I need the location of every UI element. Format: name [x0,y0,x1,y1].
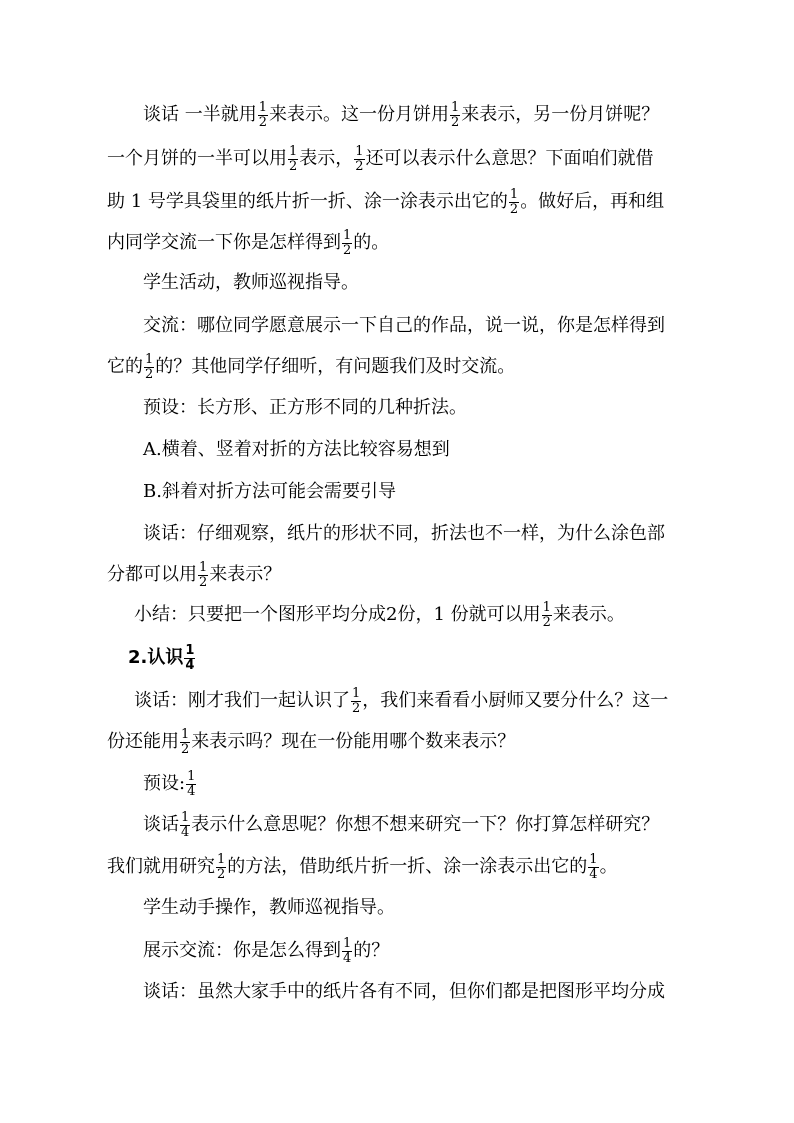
text-run: 小结：只要把一个图形平均分成2份，1 份就可以用 [134,603,541,625]
text-run: 谈话：虽然大家手中的纸片各有不同，但你们都是把图形平均分成 [143,981,665,1002]
fraction-denominator: 2 [199,575,208,590]
fraction-denominator: 2 [355,159,364,174]
fraction-numerator: 1 [589,852,598,867]
text-run: 谈话：刚才我们一起认识了 [134,689,350,711]
fraction-numerator: 1 [187,769,196,784]
text-run: 2.认识 [128,646,184,668]
line-talk-2b [0,560,794,589]
text-run: 预设: [143,772,186,794]
fraction-denominator: 2 [509,202,519,217]
line-talk-1b [0,144,794,173]
line-option-b [0,480,794,504]
line-talk-1d [0,228,794,257]
fraction-denominator: 2 [258,115,268,130]
line-talk-5 [0,980,794,1004]
text-run: 一个月饼的一半可以用 [107,147,287,169]
line-talk-4b [0,852,794,881]
fraction-denominator: 2 [145,367,154,382]
line-activity-1 [0,271,794,295]
text-run: 。 [599,855,618,877]
fraction [342,229,352,258]
fraction-numerator: 1 [289,144,298,159]
fraction [198,561,208,590]
fraction [351,687,361,716]
fraction-denominator: 2 [542,615,551,630]
line-exchange-1b [0,352,794,381]
text-run: ，我们来看看小厨师又要分什么？这一 [362,689,669,711]
text-run: 来表示，另一份月饼呢？ [461,103,660,125]
fraction-numerator: 1 [181,810,190,825]
fraction-numerator: 1 [185,643,195,658]
text-run: 的。 [353,231,390,253]
fraction-denominator: 2 [343,243,352,258]
text-run: 学生活动，教师巡视指导。 [143,272,359,293]
fraction-numerator: 1 [258,100,268,115]
text-run: 学生动手操作，教师巡视指导。 [143,897,395,918]
fraction-denominator: 2 [217,867,226,882]
fraction-denominator: 4 [589,867,598,882]
fraction [180,811,190,840]
fraction [186,770,196,799]
text-run: 预设：长方形、正方形不同的几种折法。 [143,397,467,418]
fraction-numerator: 1 [509,187,519,202]
text-run: 谈话：仔细观察，纸片的形状不同，折法也不一样，为什么涂色部 [143,523,665,544]
text-run: 助 1 号学具袋里的纸片折一折、涂一涂表示出它的 [107,190,508,212]
text-run: 它的 [107,355,143,377]
fraction [509,188,519,217]
fraction [542,601,552,630]
fraction [144,353,154,382]
fraction [288,145,298,174]
fraction-numerator: 1 [352,686,361,701]
text-run: 的？ [353,939,390,961]
fraction [354,145,364,174]
text-run: 的？其他同学仔细听，有问题我们及时交流。 [155,355,516,377]
fraction [184,644,195,673]
fraction [180,728,190,757]
line-preset-1 [0,396,794,420]
line-talk-1a [0,100,794,129]
fraction-numerator: 1 [199,560,208,575]
line-exchange-2 [0,936,794,965]
text-run: 来表示。 [552,603,625,625]
text-run: 展示交流：你是怎么得到 [143,939,341,961]
text-run: 分都可以用 [107,563,197,585]
fraction-denominator: 2 [181,742,190,757]
text-run: 谈话 [143,813,179,835]
text-run: 的方法，借助纸片折一折、涂一涂表示出它的 [227,855,588,877]
fraction-denominator: 2 [289,159,298,174]
line-talk-1c [0,187,794,216]
text-run: 交流：哪位同学愿意展示一下自己的作品，说一说，你是怎样得到 [143,315,665,336]
fraction [258,101,268,130]
fraction-numerator: 1 [343,228,352,243]
line-talk-3b [0,727,794,756]
fraction-numerator: 1 [145,352,154,367]
text-run: B.斜着对折方法可能会需要引导 [143,481,396,502]
text-run: 内同学交流一下你是怎样得到 [107,231,341,253]
fraction-denominator: 4 [343,951,352,966]
fraction-denominator: 4 [185,658,195,673]
text-run: A.横着、竖着对折的方法比较容易想到 [143,439,450,460]
line-option-a [0,438,794,462]
fraction [450,101,460,130]
text-run: 表示什么意思呢？你想不想来研究一下？你打算怎样研究？ [191,813,660,835]
text-run: 来表示？ [209,563,282,585]
text-run: 来表示。这一份月饼用 [269,103,450,125]
line-exchange-1a [0,314,794,338]
line-talk-3a [0,686,794,715]
line-talk-2a [0,522,794,546]
line-activity-2 [0,896,794,920]
fraction [216,853,226,882]
fraction-denominator: 2 [451,115,460,130]
fraction-denominator: 4 [187,784,196,799]
text-run: 还可以表示什么意思？下面咱们就借 [365,147,654,169]
fraction-numerator: 1 [181,727,190,742]
line-preset-2 [0,769,794,798]
text-run: 份还能用 [107,730,179,752]
line-talk-4a [0,810,794,839]
fraction-numerator: 1 [217,852,226,867]
text-run: 来表示吗？现在一份能用哪个数来表示？ [191,730,516,752]
text-run: 我们就用研究 [107,855,215,877]
line-heading-2 [0,643,794,672]
fraction-denominator: 2 [352,701,361,716]
line-summary-1 [0,600,794,629]
text-run: 。做好后，再和组 [520,190,665,212]
fraction [588,853,598,882]
fraction-numerator: 1 [451,100,460,115]
fraction-numerator: 1 [542,600,551,615]
fraction-denominator: 4 [181,825,190,840]
fraction-numerator: 1 [343,936,352,951]
fraction [342,937,352,966]
text-run: 谈话 一半就用 [143,103,257,125]
text-run: 表示， [299,147,354,169]
fraction-numerator: 1 [355,144,364,159]
